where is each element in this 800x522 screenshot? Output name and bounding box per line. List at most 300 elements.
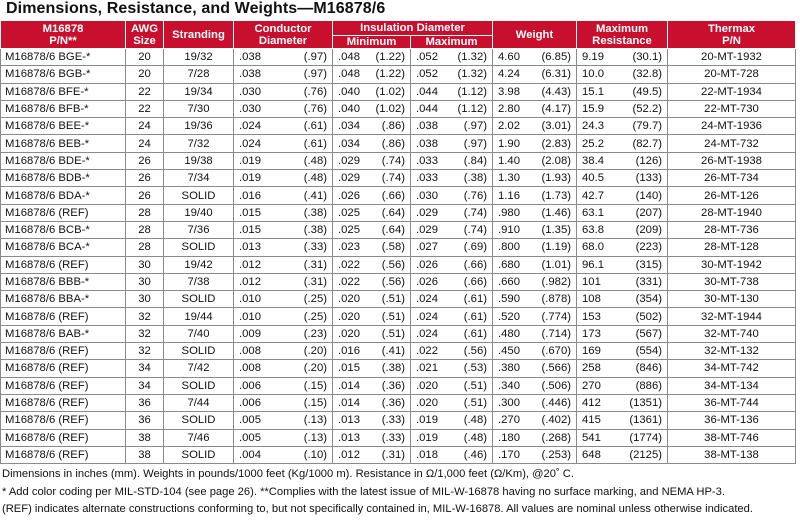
cell-thermax-pn: 26-MT-126 [668,187,796,204]
cell-conductor-diameter [234,170,333,187]
cell-insulation-min-imperial: .020 [338,310,360,323]
cell-awg-size: 20 [126,49,164,66]
cell-insulation-min-metric: (.58) [381,241,405,254]
cell-insulation-max [411,152,493,169]
cell-insulation-min-imperial: .020 [338,327,360,340]
cell-weight-pair [496,223,573,237]
cell-stranding: SOLID [164,187,234,204]
cell-insulation-max-pair [414,240,489,254]
cell-conductor-diameter-imperial: .005 [239,431,261,444]
cell-conductor-diameter-pair [237,85,329,99]
cell-insulation-max-metric: (1.32) [457,51,487,64]
cell-insulation-min [333,429,411,446]
cell-max-resistance [577,135,668,152]
cell-insulation-min-metric: (.41) [381,345,405,358]
cell-max-resistance-metric: (223) [635,241,662,254]
cell-stranding: 7/44 [164,394,234,411]
cell-insulation-min-pair [336,50,407,64]
cell-conductor-diameter-pair [237,137,329,151]
table-row [1,429,796,446]
cell-insulation-min [333,221,411,238]
cell-insulation-min [333,152,411,169]
cell-awg-size: 34 [126,360,164,377]
cell-conductor-diameter-pair [237,310,329,324]
cell-weight-metric: (2.08) [541,154,571,167]
cell-conductor-diameter-metric: (.97) [303,68,327,81]
cell-max-resistance [577,187,668,204]
cell-insulation-max-imperial: .026 [416,258,438,271]
cell-weight-metric: (3.01) [541,120,571,133]
cell-conductor-diameter-metric: (.41) [303,189,327,202]
cell-max-resistance-metric: (502) [635,310,662,323]
cell-max-resistance-pair [580,275,664,289]
cell-conductor-diameter [234,377,333,394]
cell-max-resistance [577,343,668,360]
cell-max-resistance [577,118,668,135]
cell-insulation-min-imperial: .026 [338,189,360,202]
cell-insulation-max [411,412,493,429]
cell-weight [493,394,577,411]
table-body [1,49,796,464]
cell-insulation-max [411,49,493,66]
cell-weight-imperial: .910 [498,224,520,237]
cell-thermax-pn: 22-MT-730 [668,100,796,117]
cell-awg-size: 32 [126,308,164,325]
cell-max-resistance-metric: (1351) [629,397,662,410]
footnote-color-coding: * Add color coding per MIL-STD-104 (see page 26). **Complies with the latest issue of MIL-W-16878 having no surface marking, and NEMA HP-3. [2,485,725,498]
cell-insulation-max-pair [414,310,489,324]
cell-awg-size: 24 [126,135,164,152]
cell-weight [493,412,577,429]
cell-max-resistance-metric: (315) [635,258,662,271]
cell-insulation-max-imperial: .021 [416,362,438,375]
cell-conductor-diameter-metric: (.76) [303,85,327,98]
cell-insulation-max-imperial: .038 [416,137,438,150]
table-row [1,308,796,325]
cell-max-resistance-pair [580,396,664,410]
cell-max-resistance-metric: (1361) [629,414,662,427]
cell-conductor-diameter-metric: (.23) [303,327,327,340]
cell-part-number: M16878/6 BDA-* [1,187,126,204]
cell-insulation-min-imperial: .022 [338,276,360,288]
cell-insulation-max-imperial: .022 [416,345,438,358]
cell-part-number: M16878/6 BBB-* [1,273,126,290]
cell-insulation-max-pair [414,206,489,220]
cell-part-number: M16878/6 (REF) [1,256,126,273]
cell-conductor-diameter-metric: (.38) [303,206,327,219]
cell-awg-size: 22 [126,83,164,100]
cell-conductor-diameter-imperial: .010 [239,310,261,323]
cell-conductor-diameter-imperial: .015 [239,206,261,219]
cell-stranding: 7/30 [164,100,234,117]
cell-weight-imperial: .590 [498,293,520,306]
cell-weight [493,49,577,66]
cell-max-resistance [577,429,668,446]
table-row [1,239,796,256]
cell-thermax-pn: 34-MT-742 [668,360,796,377]
cell-part-number: M16878/6 BDE-* [1,152,126,169]
table-row [1,221,796,238]
table-row [1,446,796,463]
cell-weight-imperial: 1.16 [498,189,520,202]
cell-weight-metric: (4.43) [541,85,571,98]
cell-insulation-max-metric: (.69) [463,241,487,254]
cell-insulation-max-imperial: .030 [416,189,438,202]
cell-stranding: 19/40 [164,204,234,221]
cell-max-resistance-metric: (567) [635,327,662,340]
cell-stranding: SOLID [164,412,234,429]
cell-max-resistance-pair [580,119,664,133]
cell-max-resistance-metric: (140) [635,189,662,202]
cell-stranding: SOLID [164,343,234,360]
cell-conductor-diameter [234,308,333,325]
cell-max-resistance [577,325,668,342]
cell-max-resistance [577,83,668,100]
cell-insulation-max-pair [414,223,489,237]
header-conductor-diameter: Conductor Diameter [234,21,333,49]
cell-insulation-max-imperial: .029 [416,224,438,237]
cell-max-resistance-imperial: 96.1 [582,258,604,271]
cell-insulation-min-metric: (.64) [381,206,405,219]
cell-stranding: 7/42 [164,360,234,377]
cell-stranding: 7/28 [164,66,234,83]
cell-insulation-max-pair [414,431,489,445]
cell-insulation-max-pair [414,275,489,289]
cell-insulation-max [411,377,493,394]
cell-stranding: 7/38 [164,273,234,290]
cell-insulation-max-metric: (.61) [463,310,487,323]
cell-max-resistance-metric: (886) [635,379,662,392]
cell-weight [493,83,577,100]
cell-conductor-diameter-metric: (.48) [303,172,327,185]
cell-max-resistance-metric: (207) [635,206,662,219]
cell-weight-imperial: 4.60 [498,51,520,64]
cell-thermax-pn: 28-MT-1940 [668,204,796,221]
cell-weight [493,118,577,135]
cell-weight [493,187,577,204]
cell-weight-pair [496,189,573,203]
cell-stranding: SOLID [164,377,234,394]
cell-weight-metric: (1.01) [541,258,571,271]
table-header [1,21,796,49]
cell-part-number: M16878/6 BDB-* [1,170,126,187]
cell-conductor-diameter [234,83,333,100]
cell-insulation-max-pair [414,189,489,203]
cell-insulation-min-imperial: .025 [338,224,360,237]
cell-weight [493,308,577,325]
cell-part-number: M16878/6 BAB-* [1,325,126,342]
cell-awg-size: 26 [126,170,164,187]
cell-max-resistance-pair [580,171,664,185]
cell-weight-pair [496,379,573,393]
cell-max-resistance-pair [580,292,664,306]
cell-weight-pair [496,292,573,306]
cell-awg-size: 28 [126,239,164,256]
cell-conductor-diameter-metric: (.13) [303,431,327,444]
table-row [1,187,796,204]
cell-thermax-pn: 38-MT-138 [668,446,796,463]
cell-insulation-min [333,170,411,187]
header-insulation-maximum: Maximum [411,36,493,49]
cell-conductor-diameter [234,429,333,446]
cell-insulation-min [333,239,411,256]
cell-conductor-diameter-pair [237,154,329,168]
cell-max-resistance [577,100,668,117]
cell-max-resistance-imperial: 24.3 [582,120,604,133]
cell-max-resistance-metric: (49.5) [632,85,662,98]
cell-thermax-pn: 24-MT-732 [668,135,796,152]
cell-conductor-diameter-metric: (.25) [303,293,327,306]
cell-max-resistance-imperial: 68.0 [582,241,604,254]
cell-insulation-min-imperial: .034 [338,120,360,133]
cell-max-resistance-metric: (126) [635,154,662,167]
cell-insulation-min-metric: (.86) [381,120,405,133]
cell-insulation-min-metric: (.56) [381,276,405,288]
cell-stranding: 19/38 [164,152,234,169]
cell-insulation-min [333,377,411,394]
cell-thermax-pn: 30-MT-1942 [668,256,796,273]
cell-max-resistance-metric: (79.7) [632,120,662,133]
cell-insulation-max-metric: (.48) [463,431,487,444]
cell-conductor-diameter-pair [237,189,329,203]
cell-max-resistance-metric: (554) [635,345,662,358]
header-weight: Weight [493,21,577,49]
cell-stranding: 19/32 [164,49,234,66]
cell-insulation-max-pair [414,102,489,116]
cell-weight-pair [496,119,573,133]
cell-insulation-min-imperial: .013 [338,414,360,427]
cell-insulation-min-metric: (1.22) [375,51,405,64]
cell-insulation-min-pair [336,310,407,324]
cell-insulation-min-metric: (.74) [381,172,405,185]
cell-max-resistance-imperial: 38.4 [582,154,604,167]
cell-insulation-max-pair [414,50,489,64]
cell-insulation-min-pair [336,102,407,116]
cell-max-resistance-imperial: 270 [582,379,601,392]
cell-max-resistance-imperial: 15.1 [582,85,604,98]
cell-weight [493,204,577,221]
cell-awg-size: 28 [126,204,164,221]
cell-weight-imperial: .480 [498,327,520,340]
cell-awg-size: 32 [126,325,164,342]
cell-conductor-diameter [234,118,333,135]
header-thermax-pn: Thermax P/N [668,21,796,49]
cell-weight [493,325,577,342]
cell-part-number: M16878/6 (REF) [1,394,126,411]
cell-conductor-diameter-pair [237,50,329,64]
cell-max-resistance-metric: (209) [635,224,662,237]
cell-weight-pair [496,240,573,254]
cell-insulation-max-pair [414,154,489,168]
cell-thermax-pn: 22-MT-1934 [668,83,796,100]
cell-max-resistance-imperial: 15.9 [582,103,604,116]
cell-awg-size: 24 [126,118,164,135]
cell-insulation-max [411,394,493,411]
cell-conductor-diameter-imperial: .038 [239,51,261,64]
cell-insulation-max [411,170,493,187]
cell-weight [493,100,577,117]
cell-conductor-diameter-imperial: .019 [239,172,261,185]
cell-weight [493,256,577,273]
cell-insulation-min [333,83,411,100]
cell-thermax-pn: 32-MT-132 [668,343,796,360]
cell-insulation-min-metric: (.31) [381,448,405,461]
cell-max-resistance-metric: (52.2) [632,103,662,116]
cell-awg-size: 38 [126,429,164,446]
cell-max-resistance-pair [580,189,664,203]
cell-insulation-max [411,308,493,325]
cell-insulation-min-metric: (.51) [381,293,405,306]
cell-insulation-max [411,239,493,256]
cell-weight-pair [496,413,573,427]
cell-max-resistance [577,66,668,83]
table-row [1,135,796,152]
cell-insulation-min-metric: (.51) [381,327,405,340]
cell-insulation-min-imperial: .040 [338,85,360,98]
cell-weight-imperial: 4.24 [498,68,520,81]
cell-insulation-min [333,204,411,221]
cell-weight [493,377,577,394]
cell-insulation-min-metric: (1.22) [375,68,405,81]
cell-insulation-max-metric: (.97) [463,120,487,133]
cell-conductor-diameter [234,394,333,411]
spec-table [0,20,796,464]
cell-conductor-diameter [234,49,333,66]
cell-awg-size: 32 [126,343,164,360]
cell-insulation-min-imperial: .023 [338,241,360,254]
cell-conductor-diameter-metric: (.15) [303,379,327,392]
cell-conductor-diameter-imperial: .008 [239,345,261,358]
cell-conductor-diameter-pair [237,171,329,185]
cell-insulation-max-pair [414,327,489,341]
cell-insulation-min-pair [336,206,407,220]
cell-max-resistance [577,221,668,238]
cell-insulation-min-imperial: .040 [338,103,360,116]
cell-thermax-pn: 24-MT-1936 [668,118,796,135]
cell-weight-metric: (1.93) [541,172,571,185]
cell-insulation-min-imperial: .014 [338,379,360,392]
cell-weight-imperial: 2.80 [498,103,520,116]
cell-insulation-min-metric: (.56) [381,258,405,271]
cell-stranding: 7/34 [164,170,234,187]
cell-insulation-min [333,360,411,377]
cell-insulation-min-imperial: .015 [338,362,360,375]
cell-insulation-max [411,204,493,221]
cell-insulation-max-imperial: .052 [416,51,438,64]
cell-conductor-diameter-imperial: .015 [239,224,261,237]
cell-insulation-min-pair [336,327,407,341]
cell-max-resistance [577,273,668,290]
table-row [1,273,796,290]
cell-conductor-diameter-imperial: .004 [239,448,261,461]
cell-weight-pair [496,431,573,445]
cell-thermax-pn: 30-MT-738 [668,273,796,290]
cell-thermax-pn: 28-MT-736 [668,221,796,238]
cell-max-resistance [577,256,668,273]
cell-conductor-diameter-metric: (.48) [303,154,327,167]
cell-insulation-min-metric: (1.02) [375,85,405,98]
cell-weight-imperial: 3.98 [498,85,520,98]
cell-awg-size: 30 [126,291,164,308]
cell-max-resistance-imperial: 10.0 [582,68,604,81]
cell-insulation-min-pair [336,137,407,151]
cell-thermax-pn: 32-MT-740 [668,325,796,342]
cell-weight-metric: (2.83) [541,137,571,150]
cell-thermax-pn: 20-MT-728 [668,66,796,83]
cell-max-resistance-pair [580,413,664,427]
cell-insulation-max [411,446,493,463]
cell-insulation-max-imperial: .052 [416,68,438,81]
cell-max-resistance [577,49,668,66]
cell-max-resistance [577,291,668,308]
cell-max-resistance-imperial: 173 [582,327,601,340]
cell-insulation-max-imperial: .019 [416,431,438,444]
footnote-ref-constructions: (REF) indicates alternate constructions conforming to, but not specifically contained in, MIL-W-16878. All values are nominal unless otherwise indicated. [2,503,753,515]
cell-weight-imperial: .380 [498,362,520,375]
cell-insulation-max-imperial: .026 [416,276,438,288]
cell-thermax-pn: 38-MT-746 [668,429,796,446]
cell-weight-imperial: .660 [498,276,520,288]
table-row [1,83,796,100]
cell-insulation-min-metric: (.36) [381,397,405,410]
cell-conductor-diameter-imperial: .030 [239,85,261,98]
cell-insulation-max-pair [414,85,489,99]
cell-insulation-min-imperial: .013 [338,431,360,444]
cell-insulation-min-imperial: .012 [338,448,360,461]
table-row [1,256,796,273]
cell-weight-pair [496,448,573,462]
cell-awg-size: 36 [126,394,164,411]
table-row [1,377,796,394]
cell-insulation-min [333,394,411,411]
cell-insulation-min-metric: (.66) [381,189,405,202]
cell-weight-metric: (.670) [541,345,571,358]
cell-weight-pair [496,344,573,358]
cell-conductor-diameter-metric: (.31) [303,276,327,288]
cell-weight-metric: (.566) [541,362,571,375]
cell-weight-imperial: .980 [498,206,520,219]
cell-weight-metric: (.714) [541,327,571,340]
cell-conductor-diameter-pair [237,413,329,427]
table-row [1,100,796,117]
cell-insulation-min-pair [336,67,407,81]
cell-weight [493,343,577,360]
cell-weight-pair [496,396,573,410]
cell-conductor-diameter [234,256,333,273]
cell-part-number: M16878/6 (REF) [1,204,126,221]
cell-weight-pair [496,327,573,341]
cell-weight-imperial: .340 [498,379,520,392]
cell-conductor-diameter-imperial: .016 [239,189,261,202]
cell-weight-imperial: .800 [498,241,520,254]
cell-max-resistance-metric: (133) [635,172,662,185]
cell-max-resistance [577,204,668,221]
cell-conductor-diameter-metric: (.31) [303,258,327,271]
cell-insulation-max-metric: (1.32) [457,68,487,81]
cell-max-resistance-pair [580,102,664,116]
cell-insulation-min [333,256,411,273]
cell-max-resistance-imperial: 415 [582,414,601,427]
cell-insulation-max-pair [414,396,489,410]
cell-stranding: 7/40 [164,325,234,342]
cell-conductor-diameter-metric: (.61) [303,120,327,133]
cell-insulation-min-pair [336,431,407,445]
cell-stranding: 19/44 [164,308,234,325]
cell-part-number: M16878/6 BFB-* [1,100,126,117]
header-stranding: Stranding [164,21,234,49]
cell-thermax-pn: 34-MT-134 [668,377,796,394]
table-row [1,49,796,66]
